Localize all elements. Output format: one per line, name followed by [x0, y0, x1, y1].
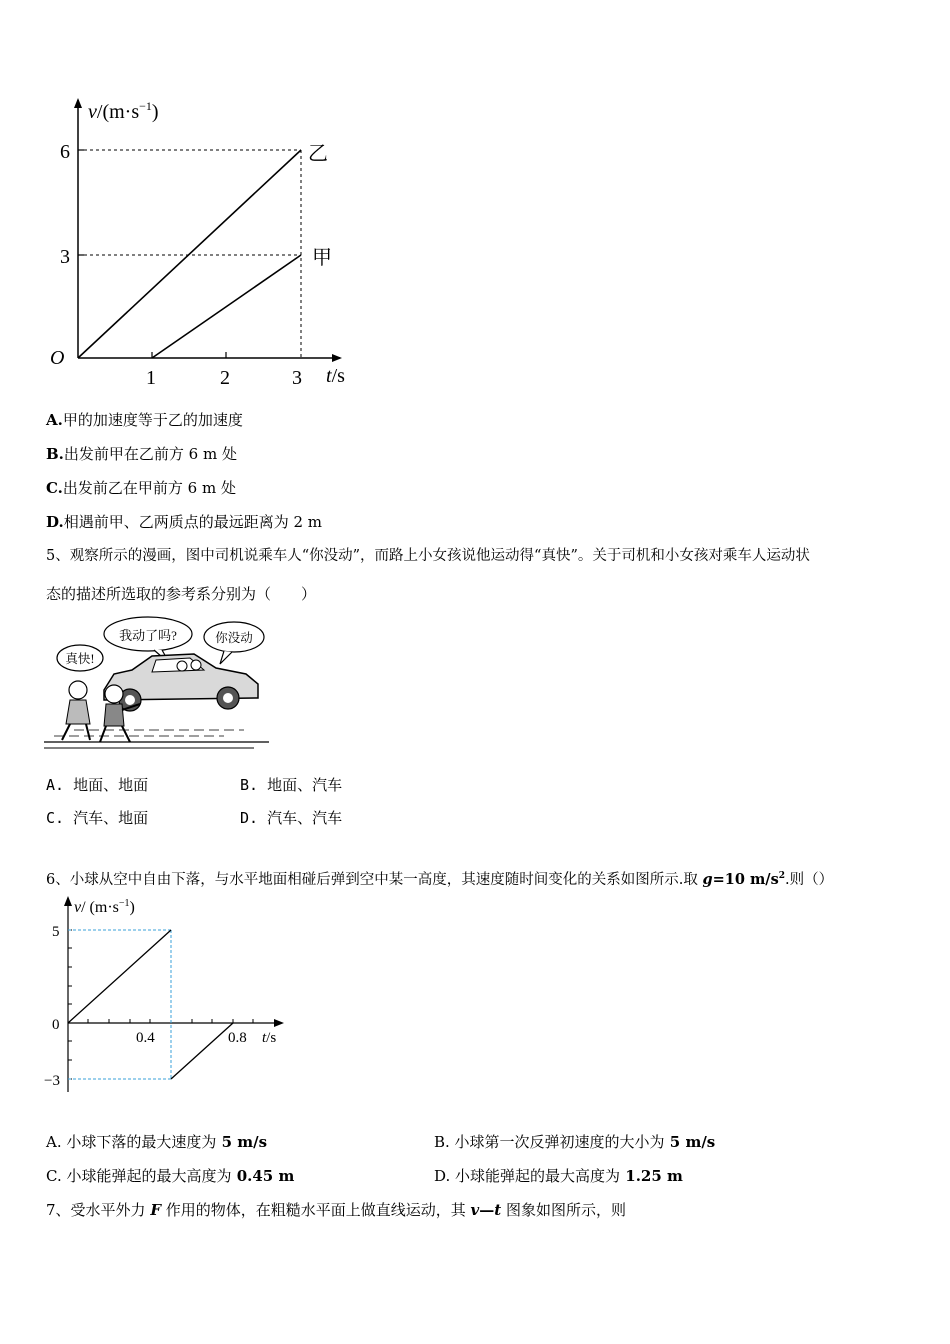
option-letter: A. — [46, 411, 63, 429]
option-text: C. 小球能弹起的最大高度为 — [46, 1167, 232, 1185]
velocity-time-chart-1 — [40, 90, 370, 395]
y-tick-label-0: 0 — [52, 1017, 60, 1033]
y-tick-label-neg3: −3 — [44, 1073, 60, 1089]
option-text: B. 小球第一次反弹初速度的大小为 — [434, 1133, 665, 1151]
x-tick-label-0-8: 0.8 — [228, 1030, 247, 1046]
q4-option-d[interactable] — [46, 512, 322, 532]
x-axis-arrow — [332, 354, 342, 362]
passenger-head — [191, 660, 201, 670]
cartoon-illustration — [44, 612, 269, 752]
q5-stem-line-2: 态的描述所选取的参考系分别为（ ） — [46, 585, 317, 603]
bubble-girl-text: 真快! — [65, 652, 95, 666]
q5-option-a[interactable]: A. 地面、地面 — [46, 776, 149, 794]
y-axis-arrow — [64, 896, 72, 906]
q6-option-a[interactable] — [46, 1132, 267, 1152]
series-yi-line — [78, 150, 301, 358]
girl-head — [69, 681, 87, 699]
option-text: 出发前乙在甲前方 6 m 处 — [62, 479, 236, 497]
y-axis-label: $v/(m\cdot s^{-1})$ — [88, 99, 159, 123]
girl-legs — [62, 724, 90, 740]
q4-option-b[interactable] — [46, 444, 237, 464]
car-hubcap-front — [223, 693, 233, 703]
boy-head — [105, 685, 123, 703]
series-label-yi: 乙 — [308, 143, 328, 165]
boy-body — [104, 704, 124, 726]
option-letter: C. — [46, 479, 63, 497]
q5-option-b[interactable]: B. 地面、汽车 — [240, 776, 343, 794]
option-text: D. 小球能弹起的最大高度为 — [434, 1167, 621, 1185]
x-tick-label-2: 2 — [220, 367, 230, 389]
option-letter: D. — [46, 513, 64, 531]
bubble-driver-tail — [220, 651, 232, 664]
series-jia-line — [152, 255, 301, 358]
option-text: 相遇前甲、乙两质点的最远距离为 2 m — [63, 513, 323, 531]
x-axis-label: t/s — [262, 1030, 277, 1046]
q4-option-c[interactable] — [46, 478, 236, 498]
x-axis-label: t/s — [326, 365, 345, 387]
option-value: 1.25 m — [620, 1167, 683, 1185]
q5-stem-line-1: 5、观察所示的漫画，图中司机说乘车人“你没动”，而路上小女孩说他运动得“真快”。关于司机和小女孩对乘车人运动状 — [46, 548, 810, 564]
origin-label: O — [50, 347, 65, 369]
x-tick-label-0-4: 0.4 — [136, 1030, 155, 1046]
y-tick-label-6: 6 — [60, 141, 70, 163]
bubble-driver-text: 你没动 — [215, 631, 253, 645]
bubble-passenger-text: 我动了吗? — [119, 628, 177, 643]
option-value: 5 m/s — [664, 1133, 716, 1151]
y-tick-label-5: 5 — [52, 924, 60, 940]
q6-option-b[interactable] — [434, 1132, 715, 1152]
series-label-jia: 甲 — [312, 247, 332, 269]
road-crosswalk — [54, 730, 244, 736]
y-axis-label: v/ $(m\cdot s^{-1})$ — [74, 898, 135, 916]
car-hubcap-rear — [125, 695, 135, 705]
boy-legs — [100, 726, 130, 742]
q6-stem: 6、小球从空中自由下落，与水平地面相碰后弹到空中某一高度，其速度随时间变化的关系如图所示.取 g=10 $m/s^2$.则（） — [46, 870, 834, 888]
q5-option-c[interactable]: C. 汽车、地面 — [46, 809, 149, 827]
x-axis-arrow — [274, 1019, 284, 1027]
x-tick-label-1: 1 — [146, 367, 156, 389]
q7-stem: 7、受水平外力 F 作用的物体，在粗糙水平面上做直线运动，其 v—t 图象如图所示，则 — [46, 1201, 626, 1219]
girl-body — [66, 700, 90, 724]
q6-option-d[interactable] — [434, 1166, 683, 1186]
option-value: 5 m/s — [216, 1133, 268, 1151]
velocity-time-chart-2 — [40, 892, 300, 1102]
option-letter: B. — [46, 445, 64, 463]
y-axis-arrow — [74, 98, 82, 108]
series-rebound-line — [171, 1023, 233, 1079]
option-text: 出发前甲在乙前方 6 m 处 — [63, 445, 237, 463]
option-text: 甲的加速度等于乙的加速度 — [62, 411, 243, 429]
q6-option-c[interactable] — [46, 1166, 294, 1186]
y-tick-label-3: 3 — [60, 246, 70, 268]
series-fall-line — [68, 930, 171, 1023]
option-value: 0.45 m — [231, 1167, 295, 1185]
x-tick-label-3: 3 — [292, 367, 302, 389]
driver-head — [177, 661, 187, 671]
q5-option-d[interactable]: D. 汽车、汽车 — [240, 809, 343, 827]
option-text: A. 小球下落的最大速度为 — [46, 1133, 217, 1151]
q4-option-a[interactable] — [46, 410, 243, 430]
